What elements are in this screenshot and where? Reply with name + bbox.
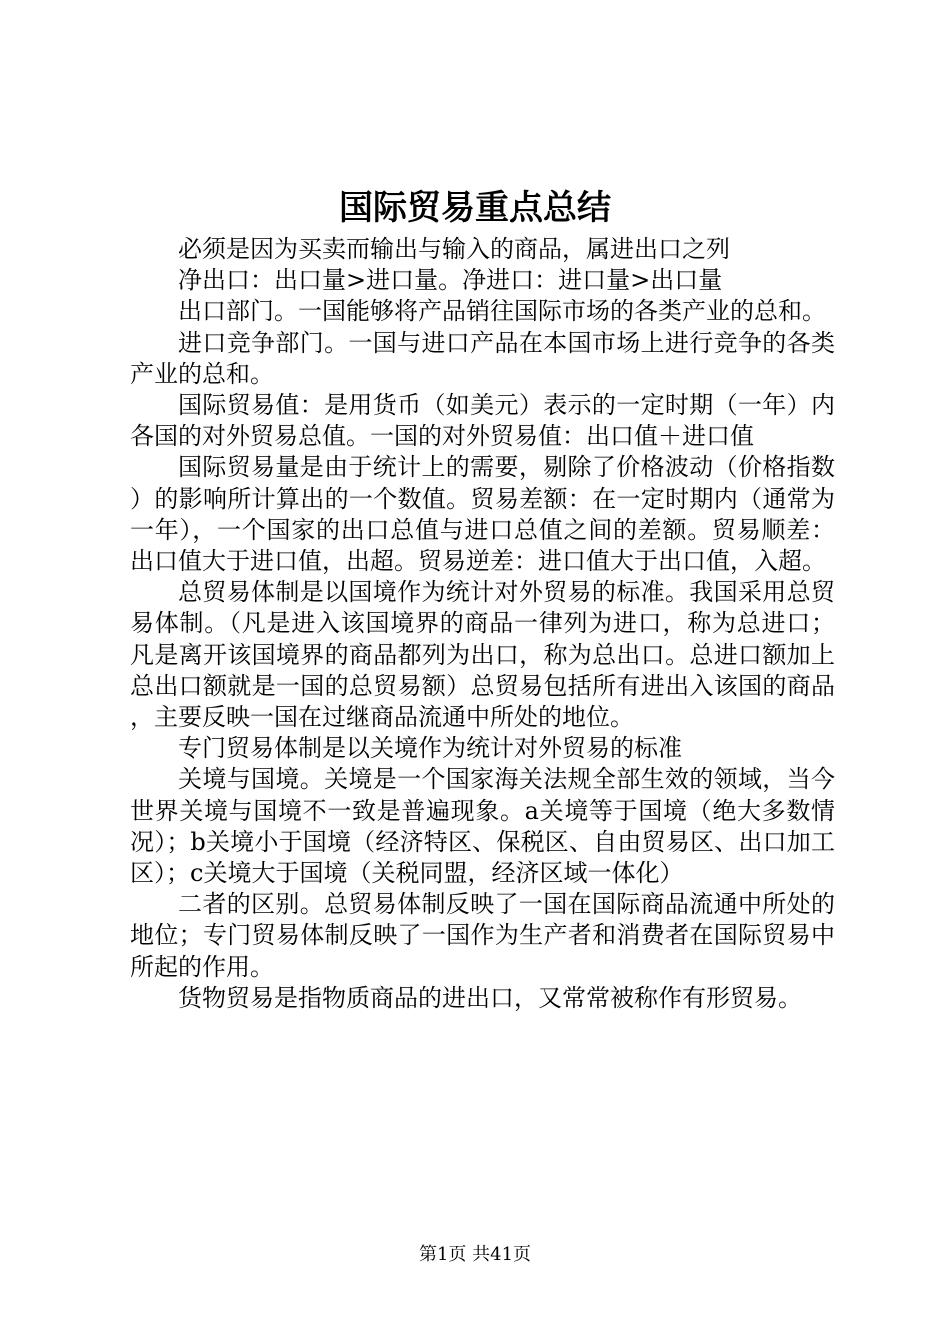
paragraph: 进口竞争部门。一国与进口产品在本国市场上进行竞争的各类产业的总和。 [130, 328, 835, 388]
paragraph: 关境与国境。关境是一个国家海关法规全部生效的领域，当今世界关境与国境不一致是普遍现象。a关境等于国境（绝大多数情况）；b关境小于国境（经济特区、保税区、自由贸易区、出口加工区）；c关境大于国境（关税同盟，经济区域一体化） [130, 765, 835, 888]
paragraph: 货物贸易是指物质商品的进出口，又常常被称作有形贸易。 [178, 983, 802, 1012]
paragraph: 专门贸易体制是以关境作为统计对外贸易的标准 [178, 734, 682, 763]
paragraph: 总贸易体制是以国境作为统计对外贸易的标准。我国采用总贸易体制。（凡是进入该国境界的商品一律列为进口，称为总进口；凡是离开该国境界的商品都列为出口，称为总出口。总进口额加上总出口额就是一国的总贸易额）总贸易包括所有进出入该国的商品，主要反映一国在过继商品流通中所处的地位。 [130, 578, 835, 732]
document-title: 国际贸易重点总结 [339, 188, 611, 228]
paragraph: 必须是因为买卖而输出与输入的商品，属进出口之列 [178, 235, 730, 263]
paragraph: 净出口：出口量>进口量。净进口：进口量>出口量 [178, 266, 723, 295]
paragraph: 二者的区别。总贸易体制反映了一国在国际商品流通中所处的地位；专门贸易体制反映了一国作为生产者和消费者在国际贸易中所起的作用。 [130, 890, 835, 981]
document-body [130, 234, 835, 1014]
paragraph: 国际贸易值：是用货币（如美元）表示的一定时期（一年）内各国的对外贸易总值。一国的对外贸易值：出口值＋进口值 [130, 391, 835, 451]
paragraph: 出口部门。一国能够将产品销往国际市场的各类产业的总和。 [178, 297, 826, 326]
page-footer: 第1页 共41页 [418, 1244, 532, 1265]
paragraph: 国际贸易量是由于统计上的需要，剔除了价格波动（价格指数）的影响所计算出的一个数值。贸易差额：在一定时期内（通常为一年），一个国家的出口总值与进口总值之间的差额。贸易顺差：出口值大于进口值，出超。贸易逆差：进口值大于出口值，入超。 [130, 453, 835, 576]
